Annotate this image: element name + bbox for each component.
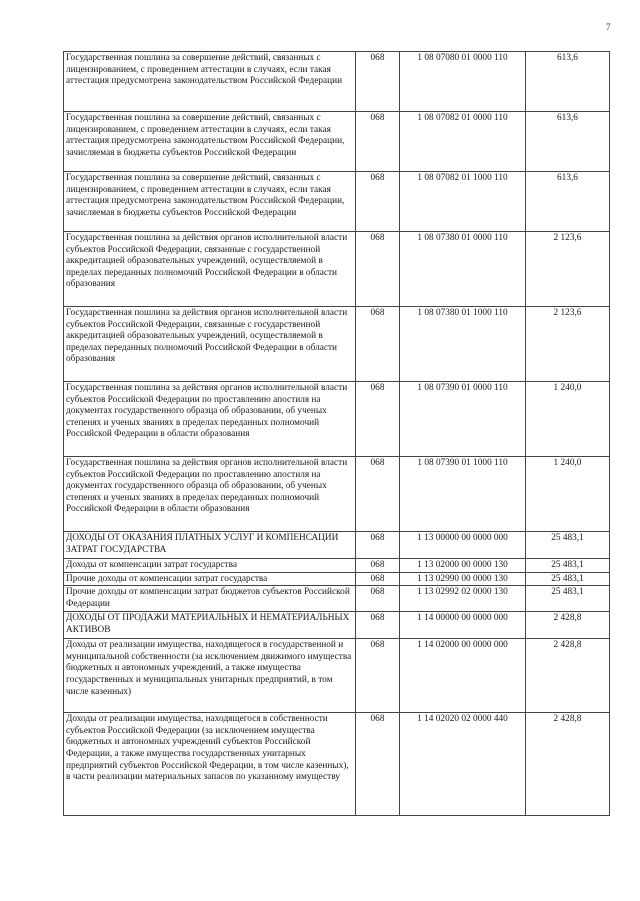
table-row bbox=[64, 532, 610, 559]
row-classification-code: 1 08 07380 01 0000 110 bbox=[400, 232, 526, 307]
row-classification-code: 1 08 07390 01 0000 110 bbox=[400, 382, 526, 457]
row-amount: 2 123,6 bbox=[526, 307, 610, 382]
row-admin-code: 068 bbox=[356, 172, 400, 232]
row-name: Доходы от реализации имущества, находящегося в государственной и муниципальной собственности (за исключением движимого имущества бюджетных и автономных учреждений, а также имущества государственных и муниципальных унитарных предприятий, в том числе казенных) bbox=[64, 639, 356, 713]
row-amount: 613,6 bbox=[526, 172, 610, 232]
row-admin-code: 068 bbox=[356, 612, 400, 639]
row-name: Государственная пошлина за совершение действий, связанных с лицензированием, с проведением аттестации в случаях, если такая аттестация предусмотрена законодательством Российской Федерации, зачисляемая в бюджеты субъектов Российской Федерации bbox=[64, 112, 356, 172]
row-amount: 613,6 bbox=[526, 52, 610, 112]
row-amount: 2 428,8 bbox=[526, 713, 610, 816]
row-amount: 25 483,1 bbox=[526, 532, 610, 559]
row-classification-code: 1 08 07080 01 0000 110 bbox=[400, 52, 526, 112]
row-name: Доходы от реализации имущества, находящегося в собственности субъектов Российской Федерации (за исключением имущества бюджетных и автономных учреждений субъектов Российской Федерации, а также имущества государственных унитарных предприятий субъектов Российской Федерации, в том числе казенных), в части реализации материальных запасов по указанному имуществу bbox=[64, 713, 356, 816]
row-classification-code: 1 14 02020 02 0000 440 bbox=[400, 713, 526, 816]
row-amount: 1 240,0 bbox=[526, 457, 610, 532]
table-row bbox=[64, 713, 610, 816]
row-admin-code: 068 bbox=[356, 532, 400, 559]
row-admin-code: 068 bbox=[356, 586, 400, 612]
row-classification-code: 1 14 02000 00 0000 000 bbox=[400, 639, 526, 713]
row-amount: 2 123,6 bbox=[526, 232, 610, 307]
row-admin-code: 068 bbox=[356, 307, 400, 382]
row-name: Государственная пошлина за действия органов исполнительной власти субъектов Российской Федерации, связанные с государственной аккредитацией образовательных учреждений, осуществляемой в пределах переданных полномочий Российской Федерации в области образования bbox=[64, 232, 356, 307]
row-name: Государственная пошлина за действия органов исполнительной власти субъектов Российской Федерации по проставлению апостиля на документах государственного образца об образовании, об ученых степенях и ученых званиях в пределах переданных полномочий Российской Федерации в области образования bbox=[64, 382, 356, 457]
row-amount: 2 428,8 bbox=[526, 639, 610, 713]
row-classification-code: 1 13 02992 02 0000 130 bbox=[400, 586, 526, 612]
row-amount: 25 483,1 bbox=[526, 559, 610, 573]
row-classification-code: 1 14 00000 00 0000 000 bbox=[400, 612, 526, 639]
row-classification-code: 1 08 07082 01 0000 110 bbox=[400, 112, 526, 172]
row-admin-code: 068 bbox=[356, 382, 400, 457]
row-admin-code: 068 bbox=[356, 639, 400, 713]
row-admin-code: 068 bbox=[356, 52, 400, 112]
row-name: Государственная пошлина за совершение действий, связанных с лицензированием, с проведением аттестации в случаях, если такая аттестация предусмотрена законодательством Российской Федерации bbox=[64, 52, 356, 112]
table-row bbox=[64, 457, 610, 532]
row-name: Государственная пошлина за действия органов исполнительной власти субъектов Российской Федерации по проставлению апостиля на документах государственного образца об образовании, об ученых степенях и ученых званиях в пределах переданных полномочий Российской Федерации в области образования bbox=[64, 457, 356, 532]
row-amount: 2 428,8 bbox=[526, 612, 610, 639]
row-admin-code: 068 bbox=[356, 713, 400, 816]
row-classification-code: 1 08 07390 01 1000 110 bbox=[400, 457, 526, 532]
table-row bbox=[64, 572, 610, 586]
row-classification-code: 1 13 02990 00 0000 130 bbox=[400, 572, 526, 586]
table-row bbox=[64, 112, 610, 172]
row-amount: 613,6 bbox=[526, 112, 610, 172]
row-name: Доходы от компенсации затрат государства bbox=[64, 559, 356, 573]
table-row bbox=[64, 52, 610, 112]
table-row bbox=[64, 639, 610, 713]
table-row bbox=[64, 172, 610, 232]
row-name: Прочие доходы от компенсации затрат государства bbox=[64, 572, 356, 586]
table-row bbox=[64, 559, 610, 573]
row-admin-code: 068 bbox=[356, 559, 400, 573]
row-classification-code: 1 08 07082 01 1000 110 bbox=[400, 172, 526, 232]
page-number: 7 bbox=[606, 22, 611, 32]
row-admin-code: 068 bbox=[356, 457, 400, 532]
row-name: Прочие доходы от компенсации затрат бюджетов субъектов Российской Федерации bbox=[64, 586, 356, 612]
row-admin-code: 068 bbox=[356, 232, 400, 307]
row-classification-code: 1 13 00000 00 0000 000 bbox=[400, 532, 526, 559]
row-classification-code: 1 13 02000 00 0000 130 bbox=[400, 559, 526, 573]
row-name: ДОХОДЫ ОТ ПРОДАЖИ МАТЕРИАЛЬНЫХ И НЕМАТЕРИАЛЬНЫХ АКТИВОВ bbox=[64, 612, 356, 639]
table-row bbox=[64, 612, 610, 639]
row-admin-code: 068 bbox=[356, 112, 400, 172]
revenue-table bbox=[63, 51, 610, 816]
row-amount: 25 483,1 bbox=[526, 586, 610, 612]
row-admin-code: 068 bbox=[356, 572, 400, 586]
table-row bbox=[64, 382, 610, 457]
row-name: Государственная пошлина за совершение действий, связанных с лицензированием, с проведением аттестации в случаях, если такая аттестация предусмотрена законодательством Российской Федерации, зачисляемая в бюджеты субъектов Российской Федерации bbox=[64, 172, 356, 232]
table-row bbox=[64, 586, 610, 612]
row-name: ДОХОДЫ ОТ ОКАЗАНИЯ ПЛАТНЫХ УСЛУГ И КОМПЕНСАЦИИ ЗАТРАТ ГОСУДАРСТВА bbox=[64, 532, 356, 559]
table-row bbox=[64, 307, 610, 382]
row-amount: 1 240,0 bbox=[526, 382, 610, 457]
table-row bbox=[64, 232, 610, 307]
row-classification-code: 1 08 07380 01 1000 110 bbox=[400, 307, 526, 382]
row-amount: 25 483,1 bbox=[526, 572, 610, 586]
row-name: Государственная пошлина за действия органов исполнительной власти субъектов Российской Федерации, связанные с государственной аккредитацией образовательных учреждений, осуществляемой в пределах переданных полномочий Российской Федерации в области образования bbox=[64, 307, 356, 382]
